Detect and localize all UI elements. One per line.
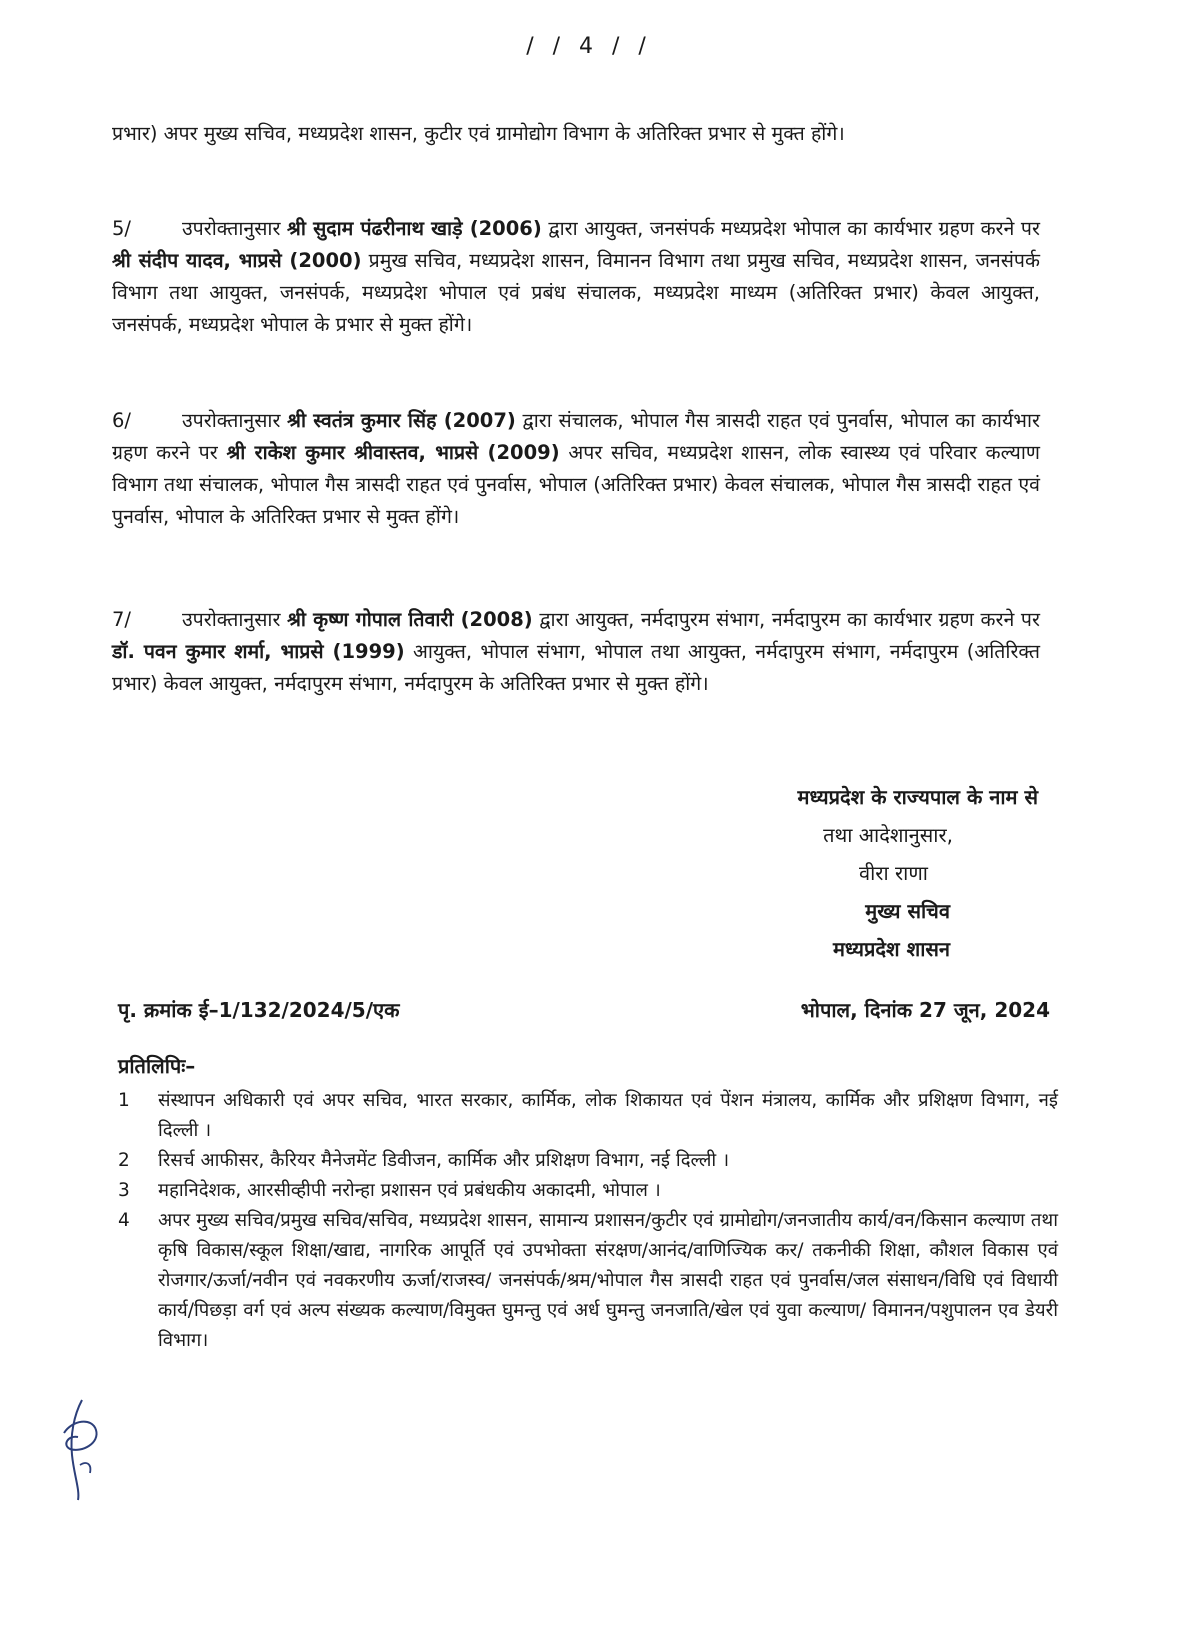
list-item-text: अपर मुख्य सचिव/प्रमुख सचिव/सचिव, मध्यप्रदेश शासन, सामान्य प्रशासन/कुटीर एवं ग्रामोद्योग/जनजातीय कार्य/वन/किसान कल्याण तथा कृषि विकास/स्कूल शिक्षा/खाद्य, नागरिक आपूर्ति एवं उपभोक्ता संरक्षण/आनंद/वाणिज्यिक कर/ तकनीकी शिक्षा, कौशल विकास एवं रोजगार/ऊर्जा/नवीन एवं नवकरणीय ऊर्जा/राजस्व/ जनसंपर्क/श्रम/भोपाल गैस त्रासदी राहत एवं पुनर्वास/जल संसाधन/विधि एवं विधायी कार्य/पिछड़ा वर्ग एवं अल्प संख्यक कल्याण/विमुक्त घुमन्तु एवं अर्ध घुमन्तु जनजाति/खेल एवं युवा कल्याण/ विमानन/पशुपालन एव डेयरी विभाग। [158,1210,1058,1351]
paragraph-text: प्रभार) अपर मुख्य सचिव, मध्यप्रदेश शासन, कुटीर एवं ग्रामोद्योग विभाग के अतिरिक्त प्रभार से मुक्त होंगे। [112,122,845,145]
place-date: भोपाल, दिनांक 27 जून, 2024 [800,998,1050,1022]
paragraph-text: द्वारा आयुक्त, जनसंपर्क मध्यप्रदेश भोपाल का कार्यभार ग्रहण करने पर [541,217,1040,240]
initials-signature-mark [52,1395,112,1505]
paragraph-text: उपरोक्तानुसार [182,608,288,631]
list-item [118,1146,1058,1176]
officer-name: श्री राकेश कुमार श्रीवास्तव, भाप्रसे (2009) [226,441,560,464]
paragraph-text: उपरोक्तानुसार [182,217,288,240]
officer-name: श्री स्वतंत्र कुमार सिंह (2007) [287,409,516,432]
list-item-number: 1 [118,1090,130,1111]
paragraph-6 [112,405,1040,533]
signature-line-order: तथा आदेशानुसार, [823,823,953,847]
signatory-office: मध्यप्रदेश शासन [832,937,950,961]
list-item [118,1206,1058,1356]
list-item [118,1086,1058,1146]
signature-block [618,778,1038,968]
paragraph-5 [112,213,1040,341]
paragraph-number: 5/ [112,217,131,240]
paragraph-text: द्वारा संचालक, भोपाल गैस त्रासदी राहत एवं पुनर्वास, भोपाल का कार्यभार ग्रहण करने पर [112,409,1040,464]
copy-heading: प्रतिलिपिः– [118,1054,196,1078]
paragraph-text: अपर सचिव, मध्यप्रदेश शासन, लोक स्वास्थ्य एवं परिवार कल्याण विभाग तथा संचालक, भोपाल गैस त्रासदी राहत एवं पुनर्वास, भोपाल (अतिरिक्त प्रभार) केवल संचालक, भोपाल गैस त्रासदी राहत एवं पुनर्वास, भोपाल के अतिरिक्त प्रभार से मुक्त होंगे। [112,441,1040,528]
signature-line-authority: मध्यप्रदेश के राज्यपाल के नाम से [797,785,1038,809]
list-item-number: 2 [118,1150,130,1171]
list-item-number: 3 [118,1180,130,1201]
paragraph-7 [112,604,1040,700]
signatory-designation: मुख्य सचिव [865,899,950,923]
list-item-text: संस्थापन अधिकारी एवं अपर सचिव, भारत सरकार, कार्मिक, लोक शिकायत एवं पेंशन मंत्रालय, कार्मिक और प्रशिक्षण विभाग, नई दिल्ली । [158,1090,1058,1141]
paragraph-number: 7/ [112,608,131,631]
paragraph-number: 6/ [112,409,131,432]
paragraph-text: प्रमुख सचिव, मध्यप्रदेश शासन, विमानन विभाग तथा प्रमुख सचिव, मध्यप्रदेश शासन, जनसंपर्क विभाग तथा आयुक्त, जनसंपर्क, मध्यप्रदेश भोपाल एवं प्रबंध संचालक, मध्यप्रदेश माध्यम (अतिरिक्त प्रभार) केवल आयुक्त, जनसंपर्क, मध्यप्रदेश भोपाल के प्रभार से मुक्त होंगे। [112,249,1040,336]
copy-list [118,1086,1058,1356]
reference-number: पृ. क्रमांक ई–1/132/2024/5/एक [118,998,400,1022]
paragraph-text: द्वारा आयुक्त, नर्मदापुरम संभाग, नर्मदापुरम का कार्यभार ग्रहण करने पर [532,608,1040,631]
paragraph-text: आयुक्त, भोपाल संभाग, भोपाल तथा आयुक्त, नर्मदापुरम संभाग, नर्मदापुरम (अतिरिक्त प्रभार) केवल आयुक्त, नर्मदापुरम संभाग, नर्मदापुरम के अतिरिक्त प्रभार से मुक्त होंगे। [112,640,1040,695]
officer-name: श्री संदीप यादव, भाप्रसे (2000) [112,249,362,272]
list-item [118,1176,1058,1206]
officer-name: श्री कृष्ण गोपाल तिवारी (2008) [287,608,533,631]
page-number: / / 4 / / [526,34,652,59]
paragraph-continuation [112,118,1040,150]
officer-name: डॉ. पवन कुमार शर्मा, भाप्रसे (1999) [112,640,405,663]
list-item-text: महानिदेशक, आरसीव्हीपी नरोन्हा प्रशासन एवं प्रबंधकीय अकादमी, भोपाल । [158,1180,661,1201]
list-item-text: रिसर्च आफीसर, कैरियर मैनेजमेंट डिवीजन, कार्मिक और प्रशिक्षण विभाग, नई दिल्ली । [158,1150,730,1171]
signatory-name: वीरा राणा [858,861,928,885]
paragraph-text: उपरोक्तानुसार [182,409,288,432]
officer-name: श्री सुदाम पंढरीनाथ खाड़े (2006) [287,217,542,240]
reference-line [118,996,1050,1023]
list-item-number: 4 [118,1210,130,1231]
